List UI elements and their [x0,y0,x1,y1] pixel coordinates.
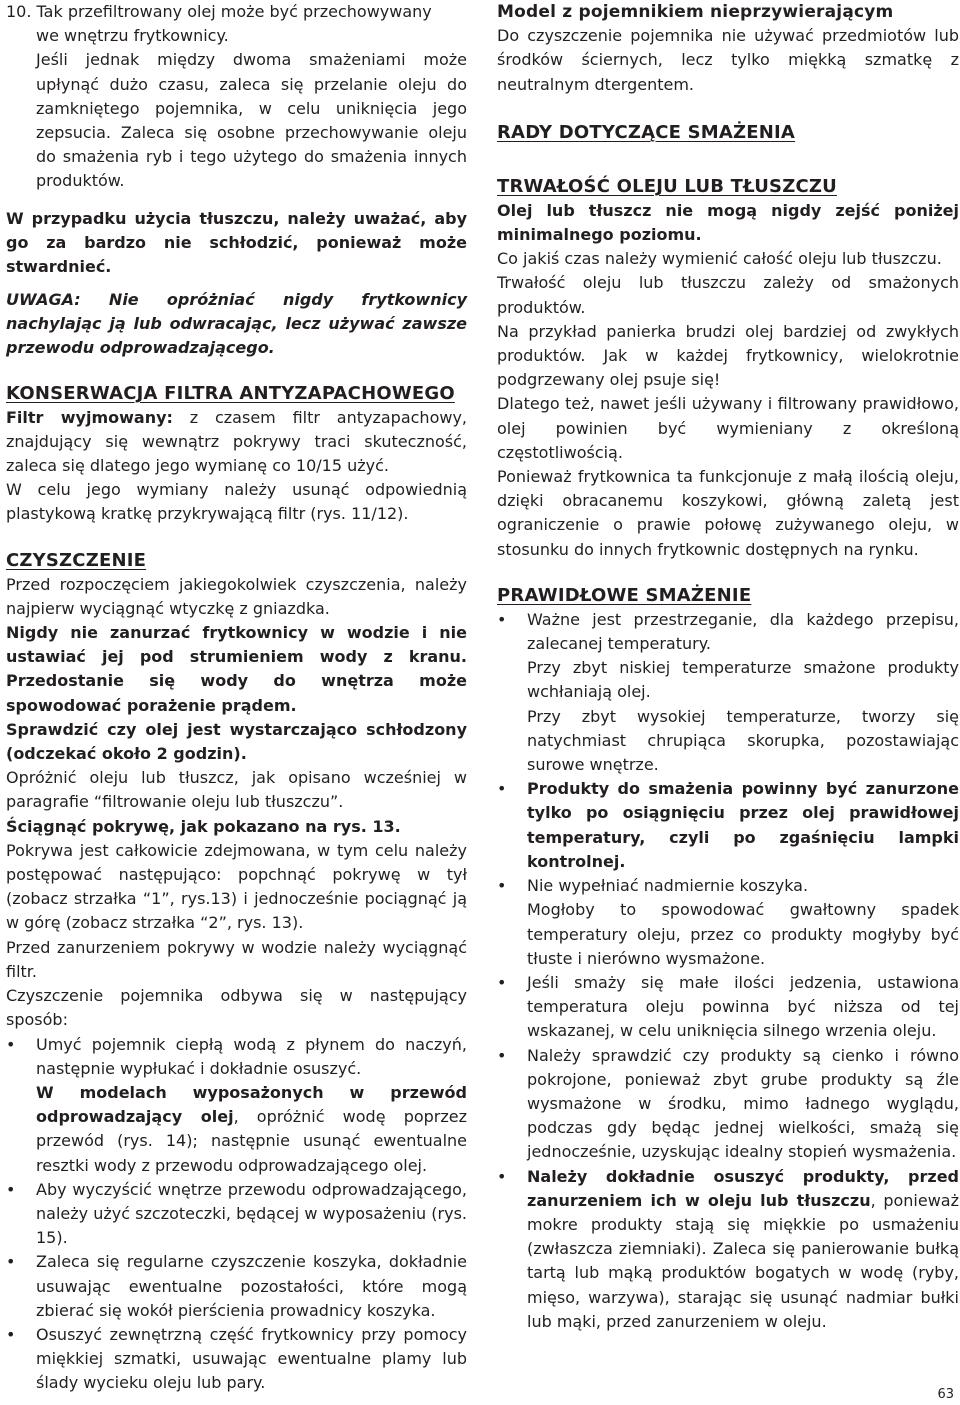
list-item [497,777,959,874]
list-item-text: Osuszyć zewnętrzną część frytkownicy przy pomocy miękkiej szmatki, usuwając ewentualne plamy lub ślady wycieku oleju lub pary. [36,1324,467,1393]
drain-model-text: , opróżnić wodę poprzez przewód (rys. 14); następnie usunąć ewentualne resztki wody z przewodu odprowadzającego olej. [36,1107,468,1175]
list-item-text: Umyć pojemnik ciepłą wodą z płynem do naczyń, następnie wypłukać i dokładnie osuszyć. [36,1034,467,1078]
cleaning-method-intro: Czyszczenie pojemnika odbywa się w następujący sposób: [6,986,467,1030]
list-item [6,1178,467,1251]
list-item-subtext: Przy zbyt niskiej temperaturze smażone produkty wchłaniają olej. [527,658,959,702]
oil-durability-3: Na przykład panierka brudzi olej bardziej od zwykłych produktów. Jak w każdej frytkownicy, wielokrotnie podgrzewany olej psuje się! [497,321,959,390]
item-10-title: 10. Tak przefiltrowany olej może być przechowywany [6,2,432,21]
item-10-paragraph: Jeśli jednak między dwoma smażeniami może upłynąć dużo czasu, zaleca się przelanie oleju do zamkniętego pojemnika, w celu uniknięcia jego zepsucia. Zaleca się osobne przechowywanie oleju do smażenia ryb i tego użytego do smażenia innych produktów. [36,50,467,191]
heading-czyszczenie: CZYSZCZENIE [6,549,147,571]
oil-durability-2: Trwałość oleju lub tłuszczu zależy od smażonych produktów. [497,273,959,317]
drain-model-label: W modelach wyposażonych w przewód odprowadzający olej [36,1082,467,1127]
oil-durability-1: Co jakiś czas należy wymienić całość oleju lub tłuszczu. [497,249,942,269]
cleaning-list [6,1033,467,1396]
list-item-subtext: Przy zbyt wysokiej temperaturze, tworzy się natychmiast chrupiąca skorupka, pozostawiając surowe wnętrze. [527,706,959,775]
bullet-icon: • [497,609,507,629]
dry-products-label: Należy dokładnie osuszyć produkty, przed zanurzeniem ich w oleju lub tłuszczu [527,1166,959,1210]
filter-paragraph [6,406,467,479]
bullet-icon: • [497,779,507,799]
cleaning-filter-remove: Przed zanurzeniem pokrywy w wodzie należy wyciągnąć filtr. [6,937,467,981]
frying-list [497,608,959,1334]
bullet-icon: • [497,1166,507,1186]
list-item-text: Jeśli smaży się małe ilości jedzenia, ustawiona temperatura oleju powinna być niższa od tej wskazanej, w celu uniknięcia silnego wrzenia oleju. [527,972,959,1041]
list-item [497,1044,959,1165]
list-item-text: Produkty do smażenia powinny być zanurzone tylko po osiągnięciu przez olej prawidłowej temperatury, czyli po zgaśnięciu lampki kontrolnej. [527,779,959,871]
heading-trwalosc: TRWAŁOŚĆ OLEJU LUB TŁUSZCZU [497,175,837,197]
filter-text: z czasem filtr antyzapachowy, znajdujący się wewnątrz pokrywy traci skuteczność, zaleca się dlatego jego wymianę co 10/15 użyć. [6,407,467,476]
list-item-text: Ważne jest przestrzeganie, dla każdego przepisu, zalecanej temperatury. [527,609,959,654]
cleaning-warning: Nigdy nie zanurzać frytkownicy w wodzie i nie ustawiać jej pod strumieniem wody z kranu. Przedostanie się wody do wnętrza może spowodować porażenie prądem. [6,623,467,715]
list-item [6,1250,467,1323]
item-10-line: we wnętrzu frytkownicy. [36,26,229,46]
heading-rady: RADY DOTYCZĄCE SMAŻENIA [497,121,796,143]
list-item [6,1323,467,1396]
drain-model-paragraph [36,1081,467,1178]
heading-konserwacja: KONSERWACJA FILTRA ANTYZAPACHOWEGO [6,382,455,404]
list-item-text: , ponieważ mokre produkty stają się miękkie po usmażeniu (zwłaszcza ziemniaki). Zaleca się panierowanie bułką tartą lub mąką produktów bogatych w wodę (ryby, mięso, warzywa), starając się usunąć nadmiar bułki lub mąki, przed zanurzeniem w oleju. [527,1190,959,1331]
fat-warning: W przypadku użycia tłuszczu, należy uważać, aby go za bardzo nie schłodzić, ponieważ może stwardnieć. [6,208,467,276]
list-item-text: Zaleca się regularne czyszczenie koszyka, dokładnie usuwając ewentualne pozostałości, które mogą zbierać się wokół pierścienia prowadnicy koszyka. [36,1252,467,1320]
heading-prawidlowe: PRAWIDŁOWE SMAŻENIE [497,584,752,606]
cleaning-lid-detail: Pokrywa jest całkowicie zdejmowana, w tym celu należy postępować następująco: popchnąć pokrywę w tył (zobacz strzałka “1”, rys.13) i jednocześnie pociągnąć ją w górę (zobacz strzałka “2”, rys. 13). [6,840,467,933]
right-column [497,0,959,1334]
filter-paragraph-2: W celu jego wymiany należy usunąć odpowiednią plastykową kratkę przykrywającą filtr (rys. 11/12). [6,480,467,524]
oil-durability-4: Dlatego też, nawet jeśli używany i filtrowany prawidłowo, olej powinien być wymieniany z określoną częstotliwością. [497,394,959,462]
oil-min-level: Olej lub tłuszcz nie mogą nigdy zejść poniżej minimalnego poziomu. [497,200,959,245]
list-item-subtext: Mogłoby to spowodować gwałtowny spadek temperatury oleju, przez co produkty mogłyby być tłuste i nierówno wysmażone. [527,900,959,968]
bullet-icon: • [497,1045,507,1065]
list-item [497,1165,959,1334]
list-item [497,608,959,777]
cleaning-cool-check: Sprawdzić czy olej jest wystarczająco schłodzony (odczekać około 2 godzin). [6,719,467,764]
cleaning-intro: Przed rozpoczęciem jakiegokolwiek czyszczenia, należy najpierw wyciągnąć wtyczkę z gniazdka. [6,574,467,618]
bullet-icon: • [497,972,507,992]
cleaning-remove-lid: Ściągnąć pokrywę, jak pokazano na rys. 13. [6,816,401,836]
oil-durability-5: Ponieważ frytkownica ta funkcjonuje z małą ilością oleju, dzięki obracanemu koszykowi, główną zaletą jest ograniczenie o prawie połowę zużywanego oleju, w stosunku do innych frytkownic dostępnych na rynku. [497,467,959,559]
bullet-icon: • [6,1252,16,1272]
list-item [6,1033,467,1178]
bullet-icon: • [6,1179,16,1199]
bullet-icon: • [6,1324,16,1344]
list-item [497,874,959,971]
list-item-text: Nie wypełniać nadmiernie koszyka. [527,876,809,896]
cleaning-empty-oil: Opróżnić oleju lub tłuszcz, jak opisano wcześniej w paragrafie “filtrowanie oleju lub tłuszczu”. [6,768,467,812]
left-column [6,0,467,1396]
list-item-text: Należy sprawdzić czy produkty są cienko i równo pokrojone, ponieważ zbyt grube produkty są źle wysmażone w środku, mimo ładnego wyglądu, podczas gdy będąc jednej wielkości, smażą się jednocześnie, uzyskując idealny stopień wysmażenia. [527,1045,959,1162]
page-number: 63 [937,1387,954,1402]
bullet-icon: • [497,876,507,896]
nonstick-model-text: Do czyszczenie pojemnika nie używać przedmiotów lub środków ściernych, lecz tylko miękką szmatkę z neutralnym dtergentem. [497,26,959,94]
uwaga-note: UWAGA: Nie opróżniać nigdy frytkownicy nachylając ją lub odwracając, lecz używać zawsze przewodu odprowadzającego. [6,289,467,357]
list-item-text: Aby wyczyścić wnętrze przewodu odprowadzającego, należy użyć szczoteczki, będącej w wyposażeniu (rys. 15). [36,1179,467,1248]
bullet-icon: • [6,1034,16,1054]
nonstick-model-heading: Model z pojemnikiem nieprzywierającym [497,2,894,22]
filter-label: Filtr wyjmowany: [6,407,173,427]
list-item [497,971,959,1044]
